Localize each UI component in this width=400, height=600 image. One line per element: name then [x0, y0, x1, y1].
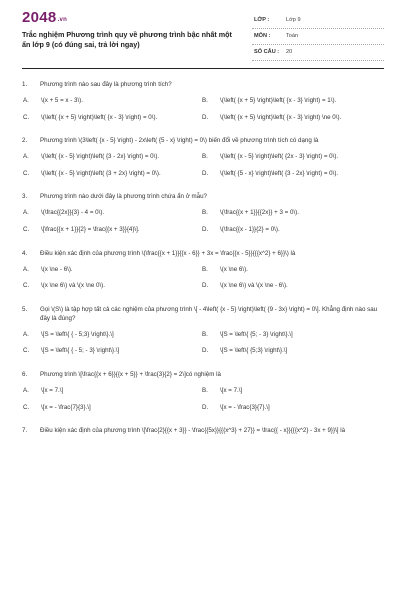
- option-text: \(\frac{{x - 1}}{2} = 0\).: [220, 225, 280, 233]
- option-letter: C.: [23, 113, 30, 121]
- option-text: \(\frac{{x + 1}}{{2x}} + 3 = 0\).: [220, 209, 299, 217]
- option-text: \(x \ne 6\).: [220, 265, 248, 273]
- question-1: [22, 80, 380, 126]
- info-value: Toán: [286, 33, 299, 39]
- option-text: \[x = - \frac{3}{7}.\]: [220, 403, 270, 411]
- answer-option[interactable]: [22, 93, 201, 110]
- question-2: [22, 136, 380, 182]
- page-header: [0, 0, 400, 66]
- option-letter: A.: [23, 209, 29, 217]
- question-3: [22, 192, 380, 238]
- option-text: \(\left( {x - 5} \right)\left( {3 - 2x} \right) = 0\).: [41, 153, 160, 161]
- logo-text: 2048: [22, 9, 57, 26]
- answer-option[interactable]: [22, 343, 201, 360]
- answer-options: [22, 149, 380, 182]
- option-text: \(\left( {x + 5} \right)\left( {x - 3} \right) \ne 0\).: [220, 113, 342, 121]
- question-stem: [22, 249, 380, 258]
- option-text: \[S = \left\{ {5;3} \right\}.\]: [220, 347, 288, 355]
- question-stem: [22, 426, 380, 435]
- question-6: [22, 370, 380, 416]
- option-letter: A.: [23, 330, 29, 338]
- answer-option[interactable]: [201, 327, 380, 344]
- option-text: \(\left( {x + 5} \right)\left( {x - 3} \right) = 0\).: [41, 113, 158, 121]
- option-text: \(\frac{{2x}}{3} - 4 = 0\).: [41, 209, 105, 217]
- answer-option[interactable]: [201, 400, 380, 417]
- answer-option[interactable]: [201, 278, 380, 295]
- option-letter: C.: [23, 225, 30, 233]
- answer-option[interactable]: [201, 110, 380, 127]
- option-letter: B.: [202, 97, 208, 104]
- option-text: \[\frac{{x + 1}}{2} = \frac{{x + 3}}{4}\].: [41, 225, 140, 233]
- answer-option[interactable]: [22, 400, 201, 417]
- option-text: \(\left( {x - 5} \right)\left( {3 + 2x} \right) = 0\).: [41, 169, 161, 177]
- option-text: \(x \ne - 6\).: [41, 265, 73, 273]
- question-7: [22, 426, 380, 435]
- question-stem: [22, 192, 380, 201]
- question-text: Gọi \(S\) là tập hợp tất cả các nghiệm của phương trình \[ - 4\left( {x - 5} \right)\left( {9 - 3x} \right) = 0\]. Khẳng định nào sau đây là đúng?: [40, 305, 378, 322]
- option-text: \[x = - \frac{7}{3}.\]: [41, 403, 91, 411]
- answer-option[interactable]: [22, 262, 201, 279]
- answer-option[interactable]: [22, 110, 201, 127]
- option-letter: D.: [202, 225, 209, 233]
- question-stem: [22, 305, 380, 323]
- info-label: SỐ CÂU :: [254, 49, 280, 55]
- option-letter: D.: [202, 169, 209, 177]
- answer-options: [22, 205, 380, 238]
- question-text: Phương trình \[\frac{{x + 6}}{{x + 5}} + \frac{3}{2} = 2\]có nghiệm là: [40, 370, 221, 378]
- option-letter: C.: [23, 169, 30, 177]
- question-stem: [22, 80, 380, 89]
- info-row-subject: [252, 29, 384, 45]
- option-text: \(x \ne 6\) và \(x \ne - 6\).: [220, 282, 288, 290]
- question-number: 5.: [22, 305, 28, 313]
- question-number: 2.: [22, 137, 28, 145]
- option-letter: A.: [23, 386, 29, 394]
- option-letter: D.: [202, 403, 209, 411]
- option-text: \[S = \left\{ {5; - 3} \right\}.\]: [220, 330, 293, 338]
- question-5: [22, 305, 380, 360]
- question-list: [22, 80, 380, 445]
- option-text: \(x + 5 = x - 3\).: [41, 97, 83, 104]
- option-letter: C.: [23, 282, 30, 290]
- question-text: Phương trình nào sau đây là phương trình tích?: [40, 81, 172, 88]
- question-stem: [22, 370, 380, 379]
- option-text: \(\left( {x + 5} \right)\left( {x - 3} \right) = 1\).: [220, 97, 337, 104]
- option-letter: A.: [23, 265, 29, 273]
- header-divider: [22, 68, 384, 69]
- question-text: Phương trình \(3\left( {x - 5} \right) - 2x\left( {5 - x} \right) = 0\) biến đổi về phương trình tích có dạng là: [40, 137, 319, 145]
- option-letter: D.: [202, 282, 209, 290]
- answer-option[interactable]: [22, 222, 201, 239]
- answer-options: [22, 383, 380, 416]
- answer-option[interactable]: [201, 343, 380, 360]
- answer-option[interactable]: [22, 149, 201, 166]
- question-4: [22, 249, 380, 295]
- option-text: \(\left( {5 - x} \right)\left( {3 - 2x} \right) = 0\).: [220, 169, 339, 177]
- answer-options: [22, 327, 380, 360]
- info-row-class: [252, 13, 384, 29]
- answer-options: [22, 93, 380, 126]
- answer-option[interactable]: [22, 383, 201, 400]
- question-stem: [22, 136, 380, 145]
- question-number: 1.: [22, 81, 28, 88]
- document-title: Trắc nghiệm Phương trình quy về phương trình bậc nhất một ẩn lớp 9 (có đúng sai, trả lời ngay): [22, 30, 232, 49]
- question-number: 6.: [22, 370, 28, 378]
- option-text: \[S = \left\{ { - 5; - 3} \right\}.\]: [41, 347, 120, 355]
- info-row-count: [252, 45, 384, 61]
- option-letter: A.: [23, 97, 29, 104]
- option-letter: B.: [202, 265, 208, 273]
- question-number: 4.: [22, 249, 28, 257]
- logo-suffix: .vn: [57, 17, 68, 23]
- answer-option[interactable]: [22, 278, 201, 295]
- option-letter: B.: [202, 386, 208, 394]
- question-text: Phương trình nào dưới đây là phương trình chứa ẩn ở mẫu?: [40, 193, 207, 201]
- question-text: Điều kiện xác định của phương trình \[\frac{2}{{x + 3}} - \frac{{5x}}{{{x^3} + 27}} = \frac{{ - x}}{{{x^2} - 3x + 9}}\] là: [40, 427, 346, 435]
- option-text: \[x = 7.\]: [41, 386, 64, 394]
- site-logo[interactable]: [22, 9, 67, 26]
- option-text: \(\left( {x - 5} \right)\left( {2x - 3} \right) = 0\).: [220, 153, 339, 161]
- answer-option[interactable]: [201, 222, 380, 239]
- answer-option[interactable]: [22, 205, 201, 222]
- option-text: \(x \ne 6\) và \(x \ne 0\).: [41, 282, 105, 290]
- info-panel: [252, 13, 384, 61]
- option-text: \[S = \left\{ { - 5;3} \right\}.\]: [41, 330, 114, 338]
- question-text: Điều kiện xác định của phương trình \(\frac{{x + 1}}{{x - 6}} + 3x = \frac{{x - 5}}{{{x^2} + 6}}\) là: [40, 249, 296, 257]
- option-letter: D.: [202, 113, 209, 121]
- answer-options: [22, 262, 380, 295]
- answer-option[interactable]: [201, 262, 380, 279]
- answer-option[interactable]: [22, 166, 201, 183]
- info-label: MÔN :: [254, 33, 271, 39]
- answer-option[interactable]: [201, 93, 380, 110]
- option-letter: B.: [202, 153, 208, 161]
- option-letter: C.: [23, 347, 30, 355]
- option-letter: A.: [23, 153, 29, 161]
- answer-option[interactable]: [201, 205, 380, 222]
- info-value: 20: [286, 49, 293, 55]
- option-letter: D.: [202, 347, 209, 355]
- answer-option[interactable]: [201, 149, 380, 166]
- question-number: 3.: [22, 193, 28, 201]
- info-label: LỚP :: [254, 17, 270, 23]
- option-letter: B.: [202, 330, 208, 338]
- answer-option[interactable]: [201, 383, 380, 400]
- answer-option[interactable]: [201, 166, 380, 183]
- option-text: \[x = 7.\]: [220, 386, 243, 394]
- answer-option[interactable]: [22, 327, 201, 344]
- option-letter: C.: [23, 403, 30, 411]
- option-letter: B.: [202, 209, 208, 217]
- question-number: 7.: [22, 427, 28, 435]
- info-value: Lớp 9: [286, 17, 301, 23]
